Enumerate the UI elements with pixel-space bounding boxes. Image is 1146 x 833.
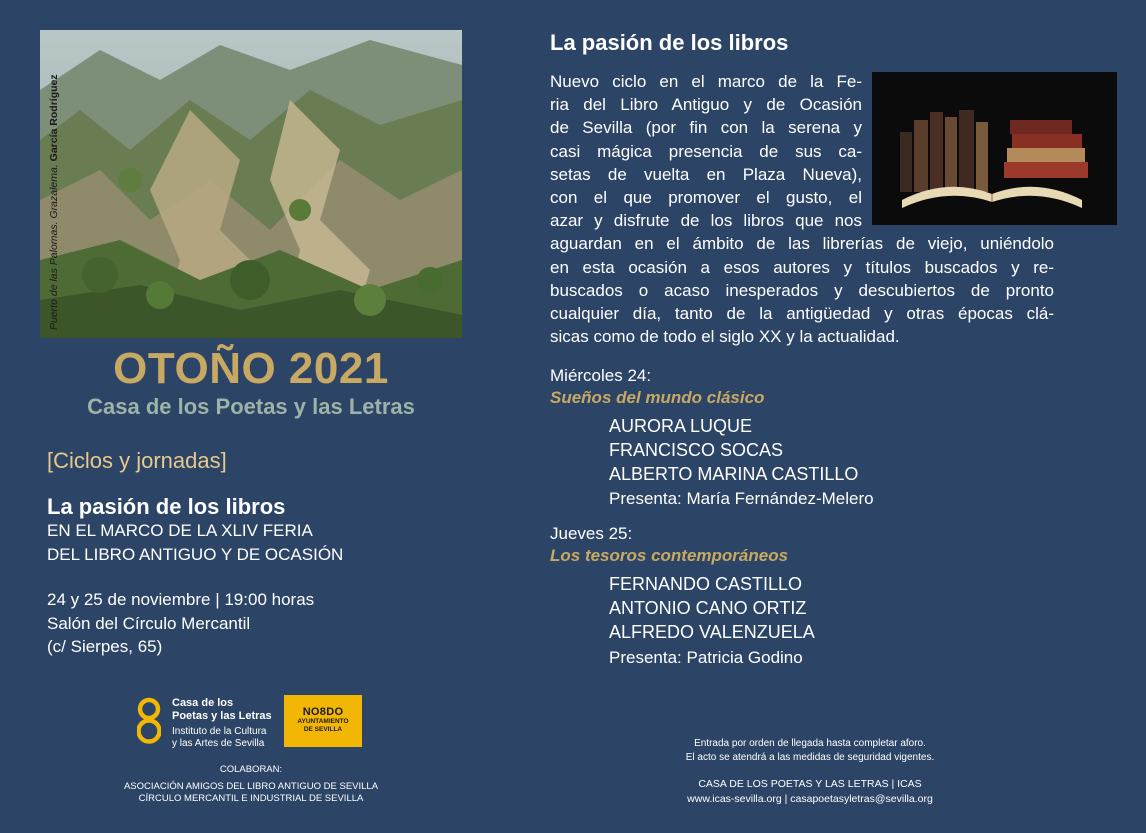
session-day: Jueves 25: [550, 524, 633, 543]
intro-paragraph [550, 70, 1054, 348]
ayuntamiento-logo-line1: AYUNTAMIENTO [297, 718, 349, 725]
participant: AURORA LUQUE [609, 416, 753, 436]
intro-line: sicas como de todo el siglo XX y la actualidad. [550, 327, 900, 347]
session-presenter: Presenta: Patricia Godino [609, 648, 803, 667]
participant: ANTONIO CANO ORTIZ [609, 598, 807, 618]
organization-name: Casa de los Poetas y las Letras [87, 394, 415, 419]
ayuntamiento-logo-mark: NO8DO [302, 706, 344, 718]
ayuntamiento-logo [284, 695, 362, 747]
intro-line: con el que promover el gusto, el [550, 188, 862, 208]
intro-line: buscados o acaso inesperados y descubiertos de pronto [550, 280, 1054, 300]
casa-logo-sub-line2: y las Artes de Sevilla [172, 738, 265, 749]
session-topic: Sueños del mundo clásico [550, 388, 765, 407]
section-label: [Ciclos y jornadas] [47, 448, 227, 473]
session-presenter: Presenta: María Fernández-Melero [609, 489, 874, 508]
casa-logo-name-line1: Casa de los [172, 697, 234, 709]
participant: ALFREDO VALENZUELA [609, 622, 815, 642]
event-title: La pasión de los libros [47, 494, 286, 519]
event-subtitle-line2: DEL LIBRO ANTIGUO Y DE OCASIÓN [47, 545, 344, 564]
intro-line: Nuevo ciclo en el marco de la Fe- [550, 72, 862, 91]
collaborator-2: CÍRCULO MERCANTIL E INDUSTRIAL DE SEVILLA [138, 793, 364, 804]
collaborators-label: COLABORAN: [219, 764, 283, 775]
ayuntamiento-logo-line2: DE SEVILLA [303, 726, 343, 733]
intro-line: en esta ocasión a esos autores y títulos buscados y re- [550, 257, 1054, 277]
session-topic: Los tesoros contemporáneos [550, 546, 789, 565]
intro-line: casi mágica presencia de sus ca- [550, 141, 862, 161]
casa-logo-sub-line1: Instituto de la Cultura [172, 726, 267, 737]
intro-line: cualquier día, tanto de la antigüedad y otras épocas clá- [550, 304, 1054, 324]
casa-logo-name-line2: Poetas y las Letras [172, 710, 272, 722]
intro-line: azar y disfrute de los libros que nos [550, 211, 862, 231]
session-day: Miércoles 24: [550, 366, 652, 385]
safety-notice: El acto se atendrá a las medidas de seguridad vigentes. [685, 752, 935, 763]
participant: ALBERTO MARINA CASTILLO [609, 464, 859, 484]
contact-org: CASA DE LOS POETAS Y LAS LETRAS | ICAS [698, 778, 922, 790]
casa-poetas-logo-icon [137, 696, 161, 751]
intro-line: ria del Libro Antiguo y de Ocasión [550, 95, 862, 115]
event-venue: Salón del Círculo Mercantil [47, 614, 251, 633]
event-address: (c/ Sierpes, 65) [47, 637, 163, 656]
intro-line: de Sevilla (por fin con la serena y [550, 118, 862, 138]
intro-line: setas de vuelta en Plaza Nueva), [550, 164, 862, 184]
event-subtitle-line1: EN EL MARCO DE LA XLIV FERIA [47, 521, 313, 540]
participant: FERNANDO CASTILLO [609, 574, 803, 594]
event-date: 24 y 25 de noviembre | 19:00 horas [47, 590, 315, 609]
painting-caption: Puerto de las Palomas. Grazalema. García Rodríguez [48, 74, 60, 330]
access-notice: Entrada por orden de llegada hasta completar aforo. [694, 738, 926, 749]
contact-web-email: www.icas-sevilla.org | casapoetasyletras@sevilla.org [687, 793, 933, 805]
article-title: La pasión de los libros [550, 30, 789, 55]
participant: FRANCISCO SOCAS [609, 440, 784, 460]
intro-line: aguardan en el ámbito de las librerías de viejo, uniéndolo [550, 234, 1054, 254]
cover-painting [40, 30, 462, 338]
collaborator-1: ASOCIACIÓN AMIGOS DEL LIBRO ANTIGUO DE SEVILLA [123, 781, 379, 792]
season-title: OTOÑO 2021 [113, 344, 389, 393]
